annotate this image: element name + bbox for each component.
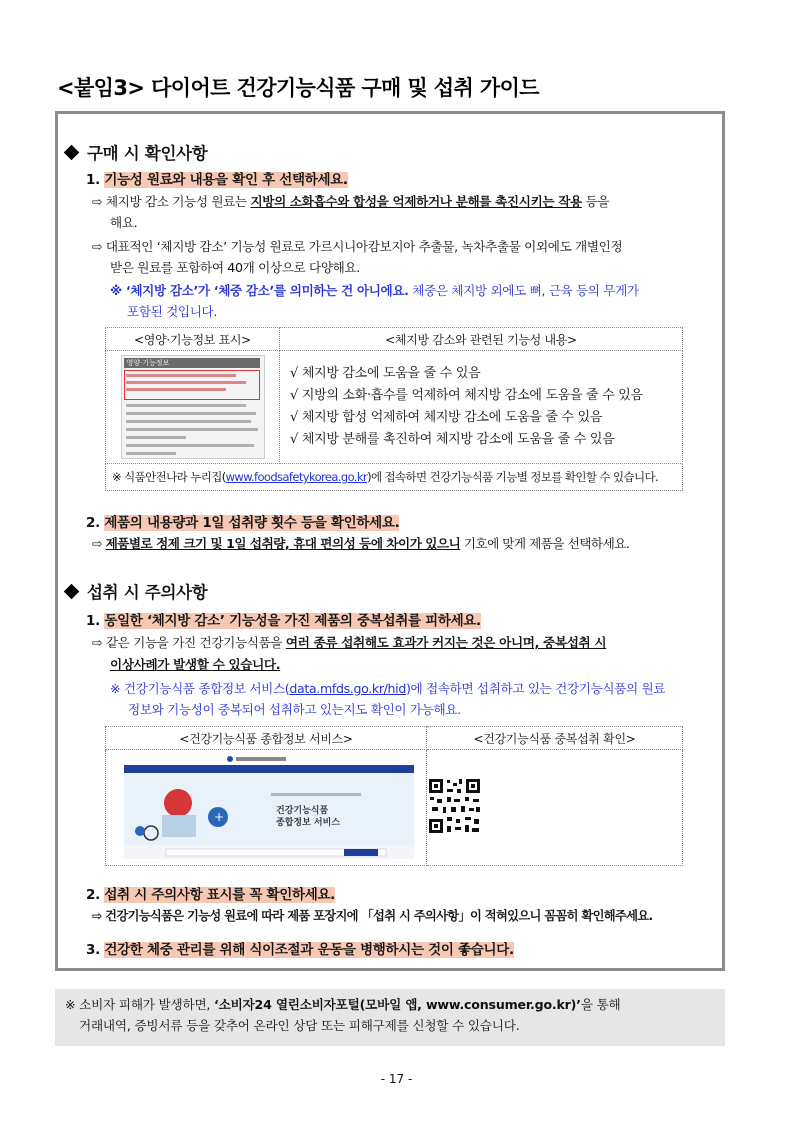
page-number: - 17 - [380,1072,413,1086]
list-item: √ 지방의 소화·흡수를 억제하여 체지방 감소에 도움을 줄 수 있음 [290,388,643,403]
section-purchase-heading [66,140,207,164]
intake-item-1-desc: ⇨ 같은 기능을 가진 건강기능식품을 여러 종류 섭취해도 효과가 커지는 것은 아니며, 중복섭취 시 [92,635,607,650]
section-title: 구매 시 확인사항 [87,144,208,163]
purchase-item-1-note-cont: 포함된 것입니다. [127,304,218,319]
intake-item-2: 2. 섭취 시 주의사항 표시를 꼭 확인하세요. [86,887,336,903]
intake-item-1-note: ※ 건강기능식품 종합정보 서비스(data.mfds.go.kr/hid)에 접속하면 섭취하고 있는 건강기능식품의 원료 [110,681,666,696]
purchase-item-2-desc: ⇨ 제품별로 정제 크기 및 1일 섭취량, 휴대 편의성 등에 차이가 있으니 기호에 맞게 제품을 선택하세요. [92,536,630,551]
section-title: 섭취 시 주의사항 [87,583,208,602]
page-title: <붙임3> 다이어트 건강기능식품 구매 및 섭취 가이드 [57,76,539,100]
table-header-label: <영양·기능정보 표시> [106,328,280,351]
function-list-cell [280,351,683,464]
table-header-service: <건강기능식품 종합정보 서비스> [106,727,427,750]
table-header-duplicate: <건강기능식품 중복섭취 확인> [427,727,683,750]
service-info-table [105,726,683,866]
nutrition-label-image: 영양·기능정보 [121,355,265,459]
mfds-link[interactable]: data.mfds.go.kr/hid [289,681,406,696]
highlighted-text: 섭취 시 주의사항 표시를 꼭 확인하세요. [104,887,336,903]
purchase-item-1-desc-1: ⇨ 체지방 감소 기능성 원료는 지방의 소화흡수와 합성을 억제하거나 분해를 촉진시키는 작용 등을 [92,194,610,209]
highlighted-text: 건강한 체중 관리를 위해 식이조절과 운동을 병행하시는 것이 좋습니다. [104,942,514,958]
table-footer: ※ 식품안전나라 누리집(www.foodsafetykorea.go.kr)에 접속하면 건강기능식품 기능별 정보를 확인할 수 있습니다. [106,464,683,491]
purchase-item-1-desc-1-cont: 해요. [110,215,138,230]
intake-item-2-desc: ⇨ 건강기능식품은 기능성 원료에 따라 제품 포장지에 「섭취 시 주의사항」이 적혀있으니 꼼꼼히 확인해주세요. [92,909,653,923]
highlighted-text: 기능성 원료와 내용을 확인 후 선택하세요. [104,172,348,188]
list-item: √ 체지방 감소에 도움을 줄 수 있음 [290,366,481,381]
svg-text:종합정보 서비스: 종합정보 서비스 [276,818,340,828]
purchase-item-1-desc-2-cont: 받은 원료를 포함하여 40개 이상으로 다양해요. [110,260,360,275]
intake-item-1-note-cont: 정보와 기능성이 중복되어 섭취하고 있는지도 확인이 가능해요. [128,702,461,717]
section-intake-heading [66,579,207,603]
highlighted-text: 제품의 내용량과 1일 섭취량 횟수 등을 확인하세요. [104,515,400,531]
purchase-item-1-note: ※ ‘체지방 감소’가 ‘체중 감소’를 의미하는 건 아니에요. 체중은 체지방 외에도 뼈, 근육 등의 무게가 [110,283,639,298]
diamond-bullet-icon [64,145,80,161]
diamond-bullet-icon [64,584,80,600]
table-header-function: <체지방 감소와 관련된 기능성 내용> [280,328,683,351]
purchase-item-1: 1. 기능성 원료와 내용을 확인 후 선택하세요. [86,172,348,188]
consumer24-link-text: ‘소비자24 열린소비자포털(모바일 앱, www.consumer.go.kr)’ [214,997,581,1012]
nutrition-label-cell [106,351,280,464]
qr-code-cell [427,750,683,866]
list-item: √ 체지방 분해를 촉진하여 체지방 감소에 도움을 줄 수 있음 [290,432,615,447]
function-info-table [105,327,683,491]
function-check-list [280,363,682,451]
intake-item-1: 1. 동일한 ‘체지방 감소’ 기능성을 가진 제품의 중복섭취를 피하세요. [86,613,481,629]
consumer-damage-note [55,989,725,1046]
svg-text:건강기능식품: 건강기능식품 [276,806,329,816]
purchase-item-1-desc-2: ⇨ 대표적인 ‘체지방 감소’ 기능성 원료로 가르시니아캄보지아 추출물, 녹차추출물 이외에도 개별인정 [92,239,623,254]
list-item: √ 체지방 합성 억제하여 체지방 감소에 도움을 줄 수 있음 [290,410,603,425]
svg-text:+: + [213,810,225,824]
note-line-2: 거래내역, 증빙서류 등을 갖추어 온라인 상담 또는 피해구제를 신청할 수 있습니다. [79,1018,520,1033]
qr-code-icon[interactable] [427,777,482,835]
intake-item-3: 3. 건강한 체중 관리를 위해 식이조절과 운동을 병행하시는 것이 좋습니다. [86,942,514,958]
note-line-1: ※ 소비자 피해가 발생하면, ‘소비자24 열린소비자포털(모바일 앱, www.consumer.go.kr)’을 통해 [65,997,621,1012]
intake-item-1-desc-cont: 이상사례가 발생할 수 있습니다. [110,657,281,672]
purchase-item-2: 2. 제품의 내용량과 1일 섭취량 횟수 등을 확인하세요. [86,515,400,531]
service-website-image [106,753,422,859]
highlighted-text: 동일한 ‘체지방 감소’ 기능성을 가진 제품의 중복섭취를 피하세요. [104,613,481,629]
foodsafety-link[interactable]: www.foodsafetykorea.go.kr [225,470,368,484]
service-screenshot-cell [106,750,427,866]
